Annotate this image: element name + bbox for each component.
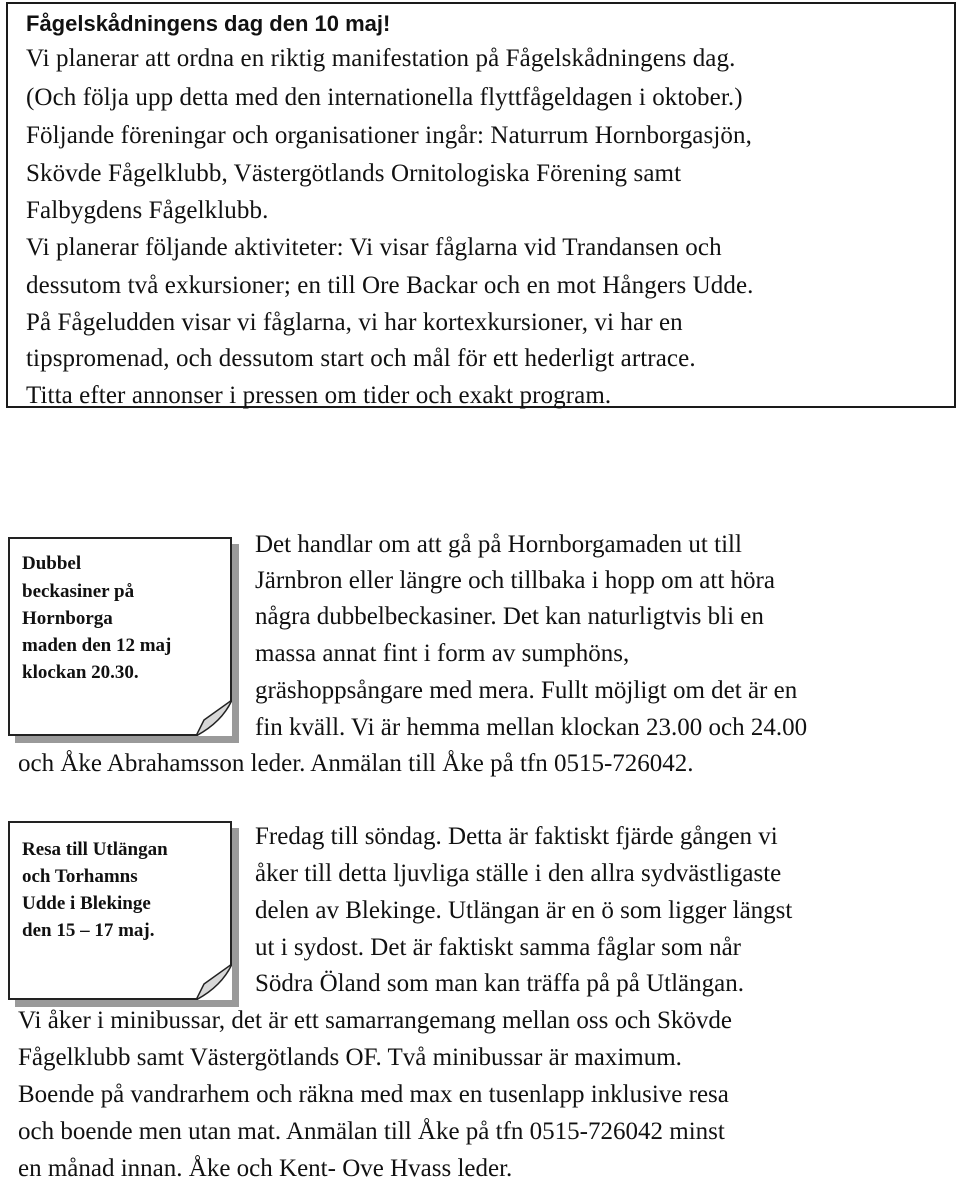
event1-line: några dubbelbeckasiner. Det kan naturligtvis bli en <box>255 603 764 630</box>
note-line: Udde i Blekinge <box>22 893 151 914</box>
note-line: beckasiner på <box>22 581 135 602</box>
announcement-box <box>6 2 956 408</box>
page-curl-icon <box>196 964 232 1000</box>
announcement-line: Falbygdens Fågelklubb. <box>26 197 269 224</box>
event2-line: Fågelklubb samt Västergötlands OF. Två minibussar är maximum. <box>18 1044 682 1071</box>
event1-line: massa annat fint i form av sumphöns, <box>255 640 630 667</box>
announcement-line: Vi planerar att ordna en riktig manifestation på Fågelskådningens dag. <box>26 45 736 72</box>
event1-line: Det handlar om att gå på Hornborgamaden ut till <box>255 531 742 558</box>
event2-line: Södra Öland som man kan träffa på på Utlängan. <box>255 970 744 997</box>
note-line: maden den 12 maj <box>22 635 172 656</box>
event2-line: ut i sydost. Det är faktiskt samma fåglar som når <box>255 934 741 961</box>
event-note-beckasiner <box>8 537 232 736</box>
page-curl-icon <box>196 700 232 736</box>
announcement-line: Titta efter annonser i pressen om tider och exakt program. <box>26 382 612 409</box>
note-line: Hornborga <box>22 608 113 629</box>
announcement-line: tipspromenad, och dessutom start och mål för ett hederligt artrace. <box>26 345 696 372</box>
event2-line: en månad innan. Åke och Kent- Ove Hvass leder. <box>18 1155 513 1182</box>
note-line: Resa till Utlängan <box>22 839 168 860</box>
event2-line: Vi åker i minibussar, det är ett samarrangemang mellan oss och Skövde <box>18 1007 732 1034</box>
event2-line: Fredag till söndag. Detta är faktiskt fjärde gången vi <box>255 823 778 850</box>
announcement-line: Följande föreningar och organisationer ingår: Naturrum Hornborgasjön, <box>26 122 752 149</box>
announcement-line: På Fågeludden visar vi fåglarna, vi har kortexkursioner, vi har en <box>26 309 683 336</box>
note-line: Dubbel <box>22 553 82 574</box>
event1-line: fin kväll. Vi är hemma mellan klockan 23.00 och 24.00 <box>255 714 808 741</box>
event1-line: Järnbron eller längre och tillbaka i hopp om att höra <box>255 567 775 594</box>
announcement-title: Fågelskådningens dag den 10 maj! <box>26 11 391 36</box>
announcement-line: (Och följa upp detta med den internationella flyttfågeldagen i oktober.) <box>26 84 743 111</box>
note-line: den 15 – 17 maj. <box>22 920 155 941</box>
event1-line: och Åke Abrahamsson leder. Anmälan till Åke på tfn 0515-726042. <box>18 750 694 777</box>
event-note-utlangan <box>8 821 232 1000</box>
note-line: klockan 20.30. <box>22 662 139 683</box>
announcement-line: dessutom två exkursioner; en till Ore Backar och en mot Hångers Udde. <box>26 272 754 299</box>
announcement-line: Skövde Fågelklubb, Västergötlands Ornitologiska Förening samt <box>26 160 682 187</box>
event2-line: åker till detta ljuvliga ställe i den allra sydvästligaste <box>255 860 782 887</box>
event2-line: delen av Blekinge. Utlängan är en ö som ligger längst <box>255 897 793 924</box>
event1-line: gräshoppsångare med mera. Fullt möjligt om det är en <box>255 677 798 704</box>
event2-line: Boende på vandrarhem och räkna med max en tusenlapp inklusive resa <box>18 1081 729 1108</box>
note-line: och Torhamns <box>22 866 138 887</box>
announcement-line: Vi planerar följande aktiviteter: Vi visar fåglarna vid Trandansen och <box>26 234 722 261</box>
event2-line: och boende men utan mat. Anmälan till Åke på tfn 0515-726042 minst <box>18 1118 725 1145</box>
